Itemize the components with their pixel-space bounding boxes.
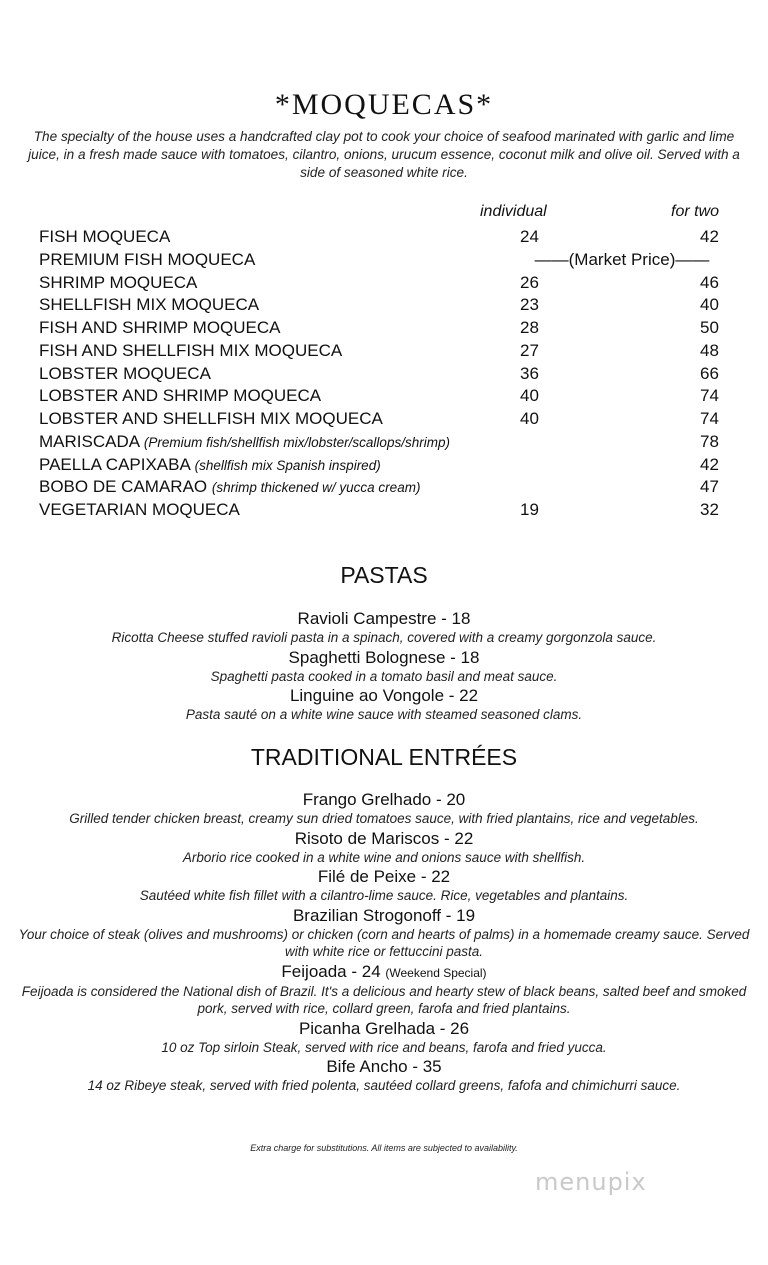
moqueca-name: SHRIMP MOQUECA [39,272,198,292]
moquecas-list [0,226,768,522]
moqueca-note: (shellfish mix Spanish inspired) [194,457,381,473]
footer-note: Extra charge for substitutions. All items are subjected to availability. [250,1143,518,1153]
dish-description: Sautéed white fish fillet with a cilantro-lime sauce. Rice, vegetables and plantains. [139,888,629,903]
price-for-two: 48 [700,340,719,360]
moqueca-row [0,408,768,431]
moqueca-name: LOBSTER MOQUECA [39,363,211,383]
moqueca-name-cell [39,317,281,340]
moqueca-name: VEGETARIAN MOQUECA [39,500,240,519]
moqueca-name-cell [39,294,259,317]
moqueca-name: PREMIUM FISH MOQUECA [39,249,256,269]
dish-name: Filé de Peixe - 22 [317,867,451,886]
dish-item [18,648,750,686]
market-price: ——(Market Price)—— [534,249,710,269]
price-for-two: 32 [700,500,719,519]
price-individual: 40 [520,386,539,406]
dish-note: (Weekend Special) [385,965,487,980]
price-for-two: 74 [700,386,719,406]
moqueca-row [0,431,768,454]
moqueca-name-cell [39,476,420,500]
moqueca-row [0,454,768,477]
price-for-two: 40 [700,295,719,315]
pastas-title: PASTAS [340,562,428,588]
moqueca-note: (Premium fish/shellfish mix/lobster/scallops/shrimp) [143,434,450,450]
moqueca-name-cell [39,363,211,386]
price-for-two: 66 [700,363,719,383]
dish-item [18,829,750,867]
dish-item [18,906,750,961]
moqueca-name: BOBO DE CAMARAO [39,477,208,497]
dish-description: Ricotta Cheese stuffed ravioli pasta in a spinach, covered with a creamy gorgonzola sauce. [111,630,657,645]
dish-title-line [18,906,750,926]
price-for-two: 42 [700,227,719,246]
price-for-two: 74 [700,409,719,428]
dish-name: Linguine ao Vongole - 22 [289,686,479,705]
price-individual: 40 [520,409,539,428]
moqueca-row [0,226,768,249]
price-individual: 24 [520,227,539,246]
price-individual: 36 [520,363,539,383]
dish-name: Bife Ancho - 35 [326,1057,442,1076]
dish-name: Ravioli Campestre - 18 [297,609,471,628]
menupix-watermark: menupix [535,1168,647,1196]
dish-title-line [18,867,750,887]
entrees-title: TRADITIONAL ENTRÉES [250,744,518,770]
moqueca-name: SHELLFISH MIX MOQUECA [39,295,260,315]
dish-description: 10 oz Top sirloin Steak, served with rice and beans, farofa and fried yucca. [161,1039,607,1055]
moqueca-name: FISH MOQUECA [39,227,171,246]
dish-name: Picanha Grelhada - 26 [298,1018,470,1038]
moqueca-name: PAELLA CAPIXABA [39,454,190,474]
dish-name: Risoto de Mariscos - 22 [294,828,474,848]
price-for-two: 47 [700,477,719,497]
moqueca-name: LOBSTER AND SHELLFISH MIX MOQUECA [39,409,383,428]
dish-item [18,1019,750,1057]
moqueca-row [0,476,768,499]
dish-title-line [18,609,750,629]
moqueca-name: LOBSTER AND SHRIMP MOQUECA [39,386,322,406]
moqueca-name-cell [39,249,255,272]
price-individual: 27 [520,340,539,360]
price-for-two: 42 [700,454,719,474]
price-for-two: 46 [700,272,719,292]
moqueca-row [0,272,768,295]
moqueca-name-cell [39,340,342,363]
dish-title-line [18,829,750,849]
dish-title-line [18,790,750,810]
dish-description: Grilled tender chicken breast, creamy sun dried tomatoes sauce, with fried plantains, rice and vegetables. [69,811,699,826]
dish-name: Frango Grelhado - 20 [302,790,466,809]
price-individual: 23 [520,295,539,315]
moqueca-name-cell [39,408,383,431]
moqueca-row [0,340,768,363]
entrees-list [18,790,750,1096]
price-individual: 19 [520,500,539,519]
dish-item [18,867,750,905]
dish-name: Brazilian Strogonoff - 19 [292,905,476,925]
pastas-list [18,609,750,725]
dish-title-line [18,1019,750,1039]
moqueca-name-cell [39,226,170,249]
dish-description: Arborio rice cooked in a white wine and onions sauce with shellfish. [182,849,586,865]
dish-description: Your choice of steak (olives and mushrooms) or chicken (corn and hearts of palms) in a homemade creamy sauce. Served with white rice or fettuccini pasta. [18,926,750,959]
column-header-for-two: for two [671,203,720,220]
dish-description: 14 oz Ribeye steak, served with fried polenta, sautéed collard greens, fafofa and chimichurri sauce. [87,1078,681,1093]
column-header-individual: individual [480,203,547,220]
price-for-two: 78 [700,431,719,451]
dish-description: Pasta sauté on a white wine sauce with steamed seasoned clams. [185,707,583,722]
dish-item [18,962,750,1018]
moquecas-title: *MOQUECAS* [274,88,494,121]
moqueca-row [0,363,768,386]
dish-title-line [18,1057,750,1077]
moqueca-name-cell [39,499,240,522]
moqueca-name-cell [39,385,321,408]
dish-name: Spaghetti Bolognese - 18 [288,647,480,667]
price-individual: 26 [520,272,539,292]
price-for-two: 50 [700,318,719,337]
moqueca-row [0,317,768,340]
moqueca-row [0,499,768,522]
moqueca-name-cell [39,272,197,295]
dish-title-line [18,962,750,983]
dish-item [18,790,750,828]
moqueca-name-cell [39,431,450,455]
dish-name: Feijoada - 24 [281,961,381,981]
moqueca-name: MARISCADA [39,431,140,451]
moqueca-row [0,385,768,408]
moqueca-name-cell [39,454,381,478]
dish-item [18,686,750,724]
moqueca-note: (shrimp thickened w/ yucca cream) [211,480,421,496]
dish-description: Spaghetti pasta cooked in a tomato basil and meat sauce. [210,668,558,684]
dish-item [18,1057,750,1095]
moqueca-name: FISH AND SHELLFISH MIX MOQUECA [39,340,343,360]
dish-item [18,609,750,647]
moqueca-row [0,294,768,317]
dish-title-line [18,648,750,668]
moquecas-intro: The specialty of the house uses a handcrafted clay pot to cook your choice of seafood marinated with garlic and lime juice, in a fresh made sauce with tomatoes, cilantro, onions, urucum essence, coconut milk and olive oil. Served with a side of seasoned white rice. [28,129,740,180]
dish-title-line [18,686,750,706]
moqueca-row [0,249,768,272]
moqueca-name: FISH AND SHRIMP MOQUECA [39,318,281,337]
dish-description: Feijoada is considered the National dish of Brazil. It's a delicious and hearty stew of black beans, salted beef and smoked pork, served with rice, collard green, farofa and fried plantains. [21,983,747,1016]
price-individual: 28 [520,318,539,337]
